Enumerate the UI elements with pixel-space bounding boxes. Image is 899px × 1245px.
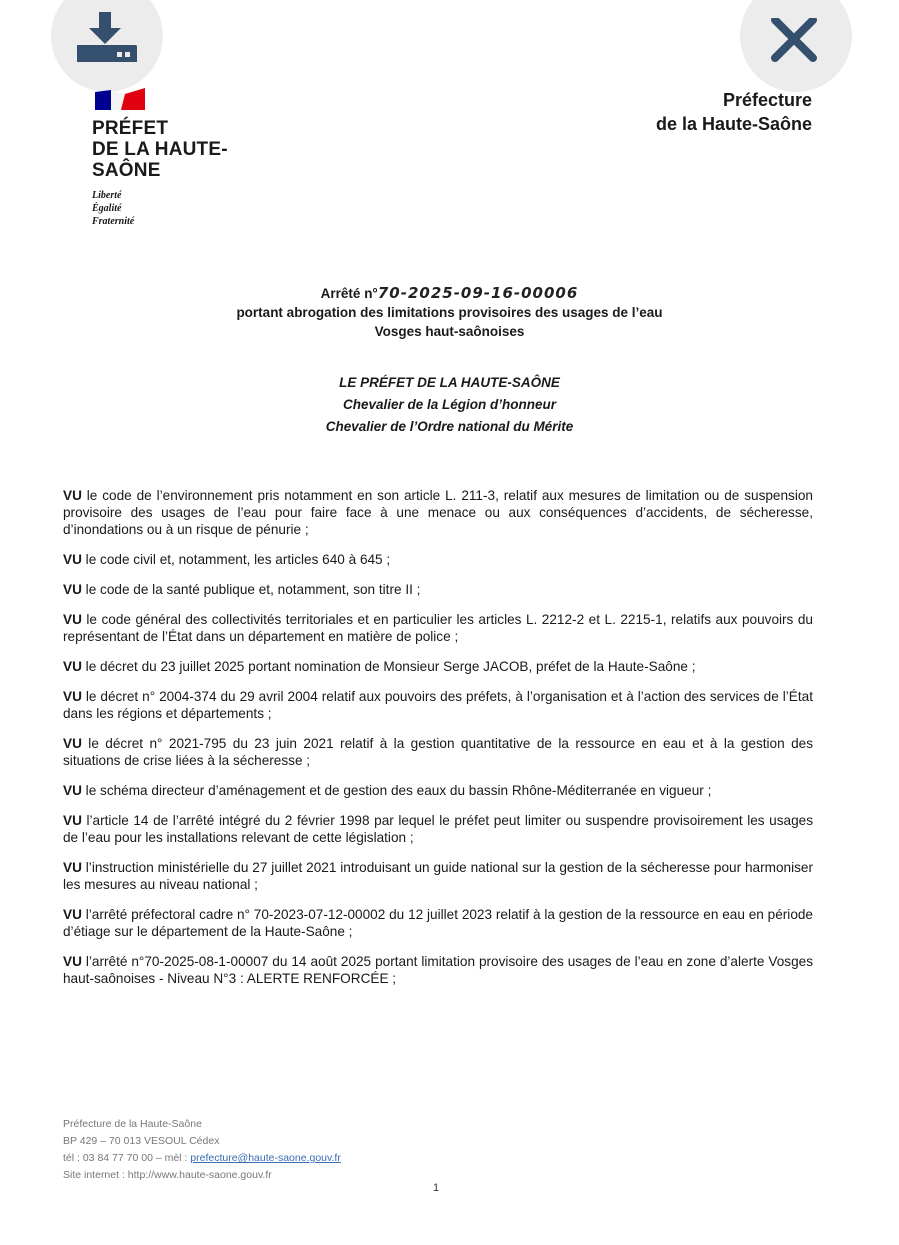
list-item: VU l’arrêté n°70-2025-08-1-00007 du 14 août 2025 portant limitation provisoire des usages de l’eau en zone d’alerte Vosges haut-saônoises - Niveau N°3 : ALERTE RENFORCÉE ;	[63, 954, 813, 986]
list-item: VU l’instruction ministérielle du 27 juillet 2021 introduisant un guide national sur la gestion de la sécheresse pour harmoniser les mesures au niveau national ;	[63, 860, 813, 892]
list-item: VU le décret n° 2004-374 du 29 avril 2004 relatif aux pouvoirs des préfets, à l’organisation et à l’action des services de l’État dans les régions et départements ;	[63, 689, 813, 721]
marianne-flag-logo	[95, 88, 145, 110]
prefet-titles: LE PRÉFET DE LA HAUTE-SAÔNE Chevalier de la Légion d’honneur Chevalier de l’Ordre national du Mérite	[325, 375, 574, 434]
arrete-zone: Vosges haut-saônoises	[374, 324, 525, 339]
prefecture-header: Préfecture de la Haute-Saône	[655, 90, 812, 134]
list-item: VU l’arrêté préfectoral cadre n° 70-2023-07-12-00002 du 12 juillet 2023 relatif à la gestion de la ressource en eau en période d’étiage sur le département de la Haute-Saône ;	[63, 907, 813, 939]
download-button[interactable]	[51, 0, 163, 92]
page-number: 1	[433, 1182, 440, 1194]
republic-motto: Liberté Égalité Fraternité	[92, 190, 135, 227]
arrete-subtitle: portant abrogation des limitations provisoires des usages de l’eau	[236, 305, 663, 320]
download-icon	[77, 12, 137, 62]
close-icon	[769, 18, 829, 68]
list-item: VU le décret n° 2021-795 du 23 juin 2021 relatif à la gestion quantitative de la ressource en eau et à la gestion des situations de crise liées à la sécheresse ;	[63, 736, 813, 768]
email-link[interactable]: prefecture@haute-saone.gouv.fr	[190, 1152, 341, 1164]
list-item: VU le code de la santé publique et, notamment, son titre II ;	[63, 582, 421, 597]
prefet-logo-block	[92, 118, 228, 228]
arrete-prefix: Arrêté n°	[320, 286, 378, 301]
logo-title: PRÉFET DE LA HAUTE- SAÔNE	[92, 118, 228, 181]
close-button[interactable]	[740, 0, 852, 92]
document-footer: Préfecture de la Haute-Saône BP 429 – 70 013 VESOUL Cédex tél : 03 84 77 70 00 – mèl : prefecture@haute-saone.gouv.fr Site internet : http://www.haute-saone.gouv.fr	[63, 1118, 341, 1181]
list-item: VU le code civil et, notamment, les articles 640 à 645 ;	[63, 552, 391, 567]
arrete-heading	[0, 284, 899, 341]
arrete-number: 70-2025-09-16-00006	[377, 284, 579, 302]
list-item: VU le code général des collectivités territoriales et en particulier les articles L. 2212-2 et L. 2215-1, relatifs aux pouvoirs du représentant de l’État dans un département en matière de police ;	[63, 612, 813, 644]
list-item: VU le schéma directeur d’aménagement et de gestion des eaux du bassin Rhône-Méditerranée en vigueur ;	[63, 783, 712, 798]
list-item: VU l’article 14 de l’arrêté intégré du 2 février 1998 par lequel le préfet peut limiter ou suspendre provisoirement les usages de l’eau pour les installations relevant de cette législation ;	[63, 813, 813, 845]
list-item: VU le code de l’environnement pris notamment en son article L. 211-3, relatif aux mesures de limitation ou de suspension provisoire des usages de l’eau pour faire face à une menace ou aux conséquences d’accidents, de sécheresse, d’inondations ou à un risque de pénurie ;	[63, 488, 813, 537]
vu-list	[63, 487, 813, 1000]
list-item: VU le décret du 23 juillet 2025 portant nomination de Monsieur Serge JACOB, préfet de la Haute-Saône ;	[63, 659, 696, 674]
